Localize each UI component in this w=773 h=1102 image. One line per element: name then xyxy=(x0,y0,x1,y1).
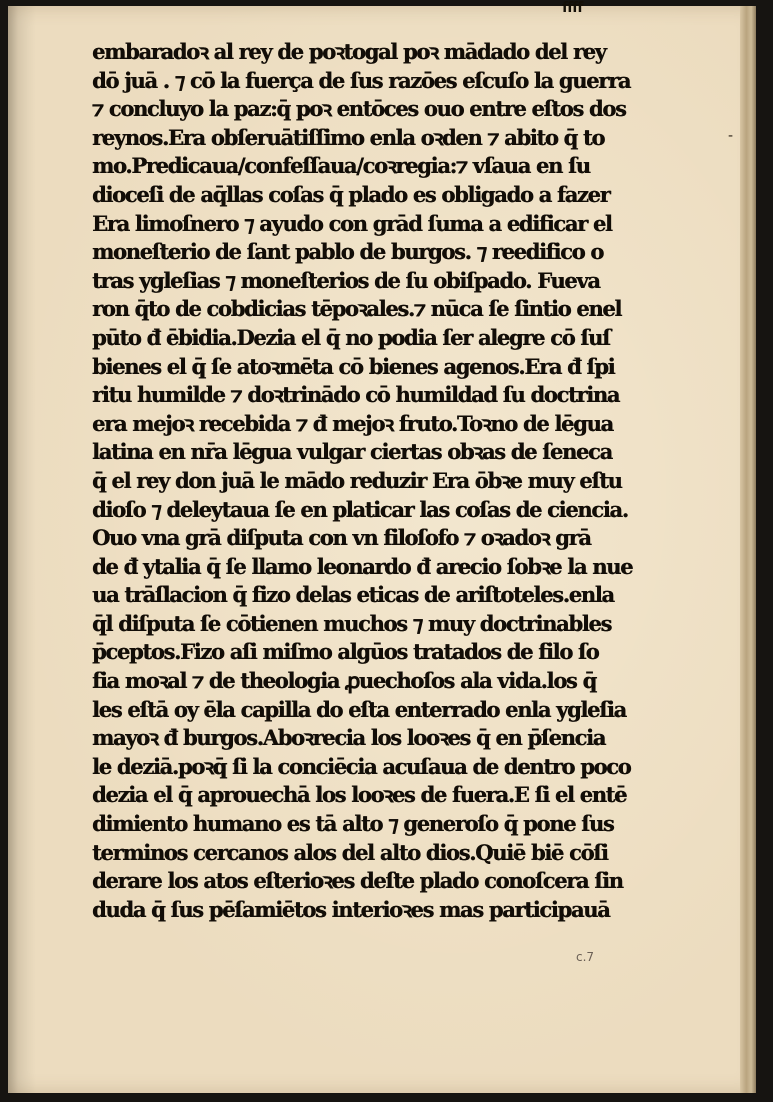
folio-mark: ffff xyxy=(562,0,583,16)
text-line: moneſterio de ſant pablo de burgos. ⁊ reedifico o xyxy=(92,239,603,265)
text-line: dō juā . ⁊ cō la fuerça de ſus razōes eſcuſo la guerra xyxy=(92,67,631,93)
text-line: mo.Predicaua/confeſſaua/coꝛregia:⁊ vſaua en ſu xyxy=(92,153,590,179)
text-line: ua trāſlacion q̄ fizo delas eticas de ariſtoteles.enla xyxy=(92,582,614,608)
text-line: dimiento humano es tā alto ⁊ generoſo q̄ pone ſus xyxy=(92,811,614,837)
text-block xyxy=(92,38,648,924)
text-line: p̄ceptos.Fizo aſi miſmo algūos tratados de filo ſo xyxy=(92,639,599,665)
text-line: reynos.Era obſeruātiſſimo enla oꝛden ⁊ abito q̄ to xyxy=(92,124,605,150)
margin-mark: - xyxy=(728,128,734,144)
text-line: fia moꝛal ⁊ de theologia ꝓuechoſos ala vida.los q̄ xyxy=(92,668,596,694)
text-line: ⁊ concluyo la paz:q̄ poꝛ entōces ouo entre eſtos dos xyxy=(92,96,626,122)
text-line: dezia el q̄ aprouechā los looꝛes de fuera.E ſi el entē xyxy=(92,782,627,808)
text-line: q̄l diſputa ſe cōtienen muchos ⁊ muy doctrinables xyxy=(92,610,611,636)
text-line: q̄ el rey don juā le mādo reduzir Era ōbꝛe muy eſtu xyxy=(92,467,622,493)
text-line: les eſtā oy ēla capilla do eſta enterrado enla ygleſia xyxy=(92,696,626,722)
text-line: dioceſi de aq̄llas coſas q̄ plado es obligado a fazer xyxy=(92,181,610,207)
text-line: de đ ytalia q̄ ſe llamo leonardo đ arecio ſobꝛe la nue xyxy=(92,553,633,579)
text-line: tras ygleſias ⁊ moneſterios de ſu obiſpado. Fueva xyxy=(92,267,600,293)
text-line: Era limoſnero ⁊ ayudo con grād ſuma a edificar el xyxy=(92,210,612,236)
text-line: dioſo ⁊ deleytaua ſe en platicar las coſas de ciencia. xyxy=(92,496,628,522)
signature-mark: c.7 xyxy=(576,950,595,964)
text-line: le deziā.poꝛq̄ ſi la conciēcia acuſaua de dentro poco xyxy=(92,753,631,779)
text-line: bienes el q̄ ſe atoꝛmēta cō bienes agenos.Era đ ſpi xyxy=(92,353,615,379)
text-line: latina en nr̄a lēgua vulgar ciertas obꝛas de ſeneca xyxy=(92,439,612,465)
text-line: Ouo vna grā diſputa con vn filoſofo ⁊ oꝛadoꝛ grā xyxy=(92,525,591,551)
text-line: embaradoꝛ al rey de poꝛtogal poꝛ mādado del rey xyxy=(92,39,606,64)
text-line: era mejoꝛ recebida ⁊ đ mejoꝛ fruto.Toꝛno de lēgua xyxy=(92,410,613,436)
text-line: mayoꝛ đ burgos.Aboꝛrecia los looꝛes q̄ en p̄ſencia xyxy=(92,725,605,751)
text-line: duda q̄ ſus pēſamiētos interioꝛes mas participauā xyxy=(92,896,610,922)
page-edges xyxy=(740,6,756,1093)
text-line: derare los atos eſterioꝛes deſte plado conoſcera ſin xyxy=(92,868,623,894)
text-line: ron q̄to de cobdicias tēpoꝛales.⁊ nūca ſe ſintio enel xyxy=(92,296,622,322)
text-line: terminos cercanos alos del alto dios.Quiē biē cōſi xyxy=(92,839,608,865)
text-line: ritu humilde ⁊ doꝛtrinādo cō humildad ſu doctrina xyxy=(92,382,620,408)
text-line: pūto đ ēbidia.Dezia el q̄ no podia ſer alegre cō ſuſ xyxy=(92,324,610,350)
